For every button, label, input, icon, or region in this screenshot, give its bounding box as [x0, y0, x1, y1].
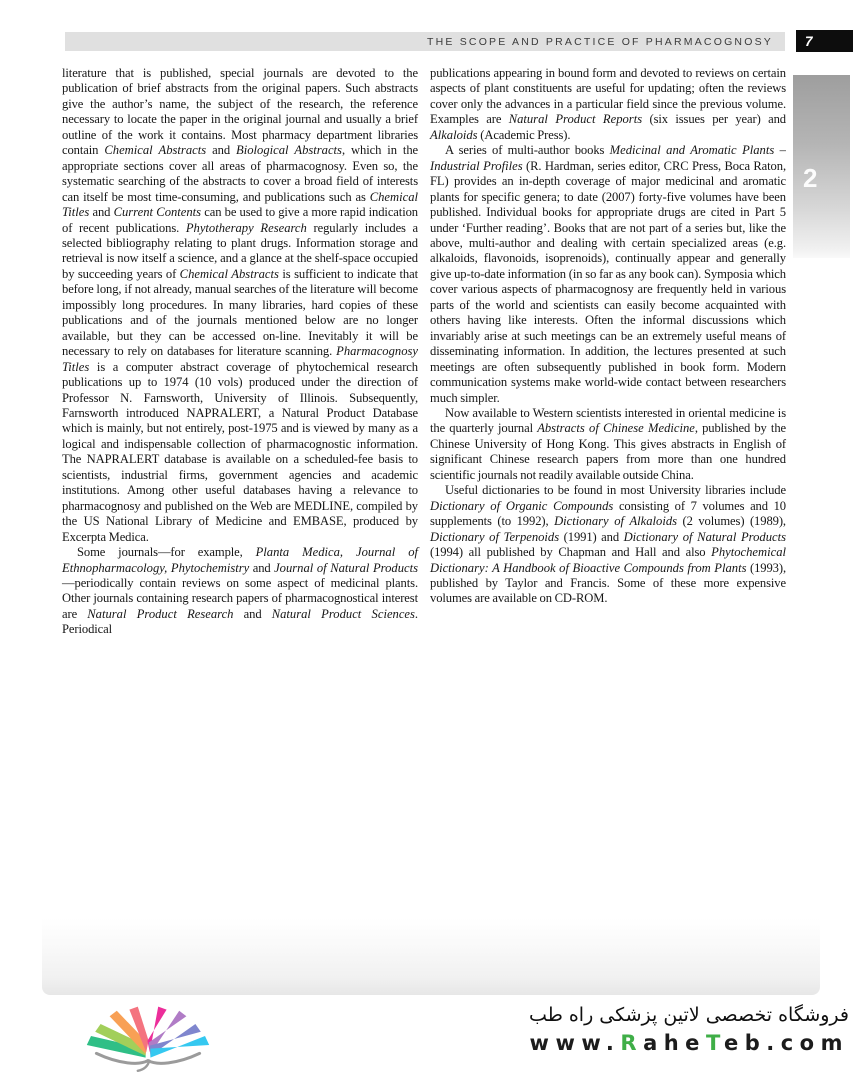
- chapter-tab: [793, 75, 850, 258]
- body-text: [62, 66, 786, 638]
- page-number-badge: [796, 30, 853, 52]
- paragraph: Useful dictionaries to be found in most University libraries include Dictionary of Organic Compounds consisting of 7 volumes and 10 supplements (to 1992), Dictionary of Alkaloids (2 volumes) (1989), Dictionary of Terpenoids (1991) and Dictionary of Natural Products (1994) all published by Chapman and Hall and also Phytochemical Dictionary: A Handbook of Bioactive Compounds from Plants (1993), published by Taylor and Francis. Some of these more expensive volumes are available on CD-ROM.: [430, 483, 786, 606]
- scan-page-shadow: [42, 918, 820, 995]
- paragraph: A series of multi-author books Medicinal and Aromatic Plants – Industrial Profiles (R. Hardman, series editor, CRC Press, Boca Raton, FL) provides an in-depth coverage of major medicinal and aromatic plants for specific genera; to date (2007) forty-five volumes have been published. Individual books for appropriate drugs are cited in Part 5 under ‘Further reading’. Books that are not part of a series but, like the above, multi-author and dealing with certain specialized areas (e.g. alkaloids, flavonoids, isoprenoids), continually appear and generally give up-to-date information (in so far as any book can). Symposia which cover various aspects of pharmacognosy are frequently held in various parts of the world and scientists can easily become acquainted with others having like interests. Often the informal discussions which invariably arise at such meetings can be an extremely useful means of disseminating information. In addition, the lectures presented at such meetings are often subsequently published in book form. Modern communication systems make world-wide contact between researchers much simpler.: [430, 143, 786, 405]
- open-book-logo-icon: [82, 1006, 214, 1072]
- text-column-left: [62, 66, 418, 638]
- paragraph: Now available to Western scientists interested in oriental medicine is the quarterly journal Abstracts of Chinese Medicine, published by the Chinese University of Hong Kong. This gives abstracts in English of significant Chinese research papers from more than one hundred scientific journals not readily available outside China.: [430, 405, 787, 482]
- footer-persian-text: فروشگاه تخصصی لاتین پزشکی راه طب: [529, 1004, 849, 1026]
- footer-text: [529, 1004, 849, 1055]
- footer-website-url: www.RaheTeb.com: [529, 1030, 849, 1055]
- running-header-bar: [65, 32, 785, 51]
- paragraph: publications appearing in bound form and devoted to reviews on certain aspects of plant constituents are useful for updating; often the reviews cover only the advances in a particular field since the previous volume. Examples are Natural Product Reports (six issues per year) and Alkaloids (Academic Press).: [430, 66, 786, 142]
- paragraph: Some journals—for example, Planta Medica, Journal of Ethnopharmacology, Phytochemistry and Journal of Natural Products—periodically contain reviews on some aspect of medicinal plants. Other journals containing research papers of pharmacognostical interest are Natural Product Research and Natural Product Sciences. Periodical: [62, 545, 419, 637]
- running-header-title: THE SCOPE AND PRACTICE OF PHARMACOGNOSY: [426, 35, 773, 48]
- chapter-number: 2: [803, 163, 818, 193]
- page-number: 7: [805, 33, 813, 49]
- text-column-right: [430, 66, 786, 638]
- paragraph: literature that is published, special journals are devoted to the publication of brief abstracts from the original papers. Such abstracts give the author’s name, the subject of the research, the reference necessary to locate the paper in the original journal and usually a brief outline of the work it contains. Most pharmacy department libraries contain Chemical Abstracts and Biological Abstracts, which in the appropriate sections cover all areas of pharmacognosy. Even so, the systematic searching of the abstracts to cover a broad field of interests can itself be most time-consuming, and publications such as Chemical Titles and Current Contents can be used to give a more rapid indication of recent publications. Phytotherapy Research regularly includes a selected bibliography relating to plant drugs. Information storage and retrieval is now itself a science, and a glance at the shelf-space occupied by succeeding years of Chemical Abstracts is sufficient to indicate that before long, if not already, manual searches of the literature will become impossibly long procedures. In many libraries, hard copies of these publications and of the journals mentioned below are no longer available, but they can be accessed on-line. Inevitably it will be necessary to rely on databases for literature scanning. Pharmacognosy Titles is a computer abstract coverage of phytochemical research publications up to 1974 (10 vols) produced under the direction of Professor N. Farnsworth, University of Illinois. Subsequently, Farnsworth introduced NAPRALERT, a Natural Product Database which is mainly, but not entirely, post-1975 and is viewed by many as a logical and indispensable collection of pharmacognostic information. The NAPRALERT database is available on a scheduled-fee basis to scientists, industrial firms, government agencies and academic institutions. Among other useful databases having a relevance to pharmacognosy and published on the Web are MEDLINE, compiled by the US National Library of Medicine and EMBASE, produced by Excerpta Medica.: [62, 66, 419, 544]
- footer: [0, 1000, 857, 1080]
